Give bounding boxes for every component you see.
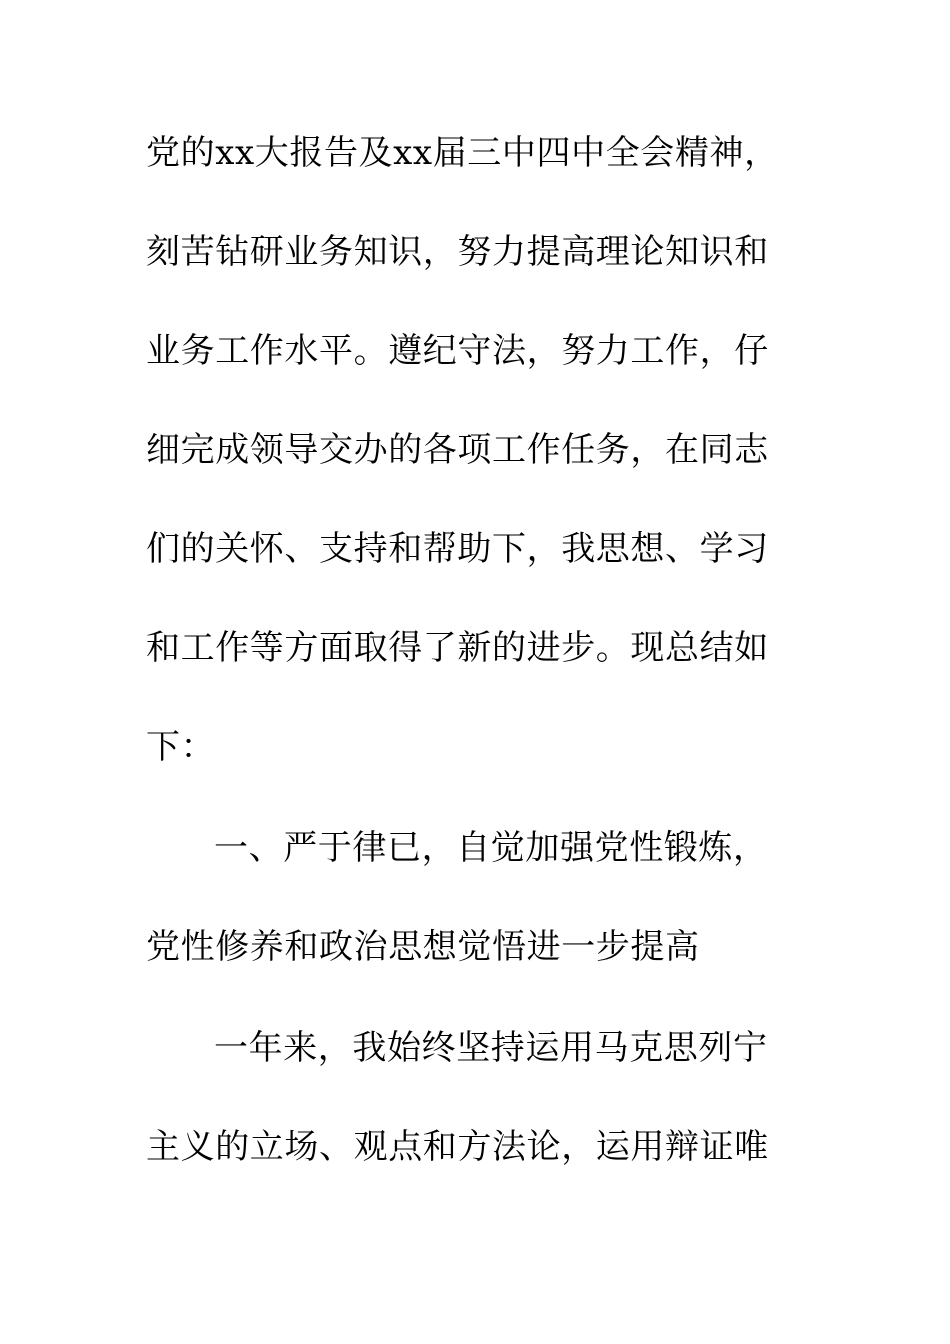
text-line-1: 党的xx大报告及xx届三中四中全会精神， (146, 133, 779, 173)
section-heading-line-2: 党性修养和政治思想觉悟进一步提高 (146, 927, 700, 967)
text-line-4: 细完成领导交办的各项工作任务，在同志 (146, 430, 769, 470)
text-line-6: 和工作等方面取得了新的进步。现总结如 (146, 628, 769, 668)
text-line-7: 下： (146, 727, 216, 767)
paragraph-line-1: 一年来，我始终坚持运用马克思列宁 (214, 1028, 768, 1068)
text-line-2: 刻苦钻研业务知识，努力提高理论知识和 (146, 232, 769, 272)
paragraph-line-2: 主义的立场、观点和方法论，运用辩证唯 (146, 1127, 769, 1167)
text-line-5: 们的关怀、支持和帮助下，我思想、学习 (146, 529, 769, 569)
section-heading-line-1: 一、严于律已，自觉加强党性锻炼， (214, 828, 768, 868)
text-line-3: 业务工作水平。遵纪守法，努力工作，仔 (146, 331, 769, 371)
